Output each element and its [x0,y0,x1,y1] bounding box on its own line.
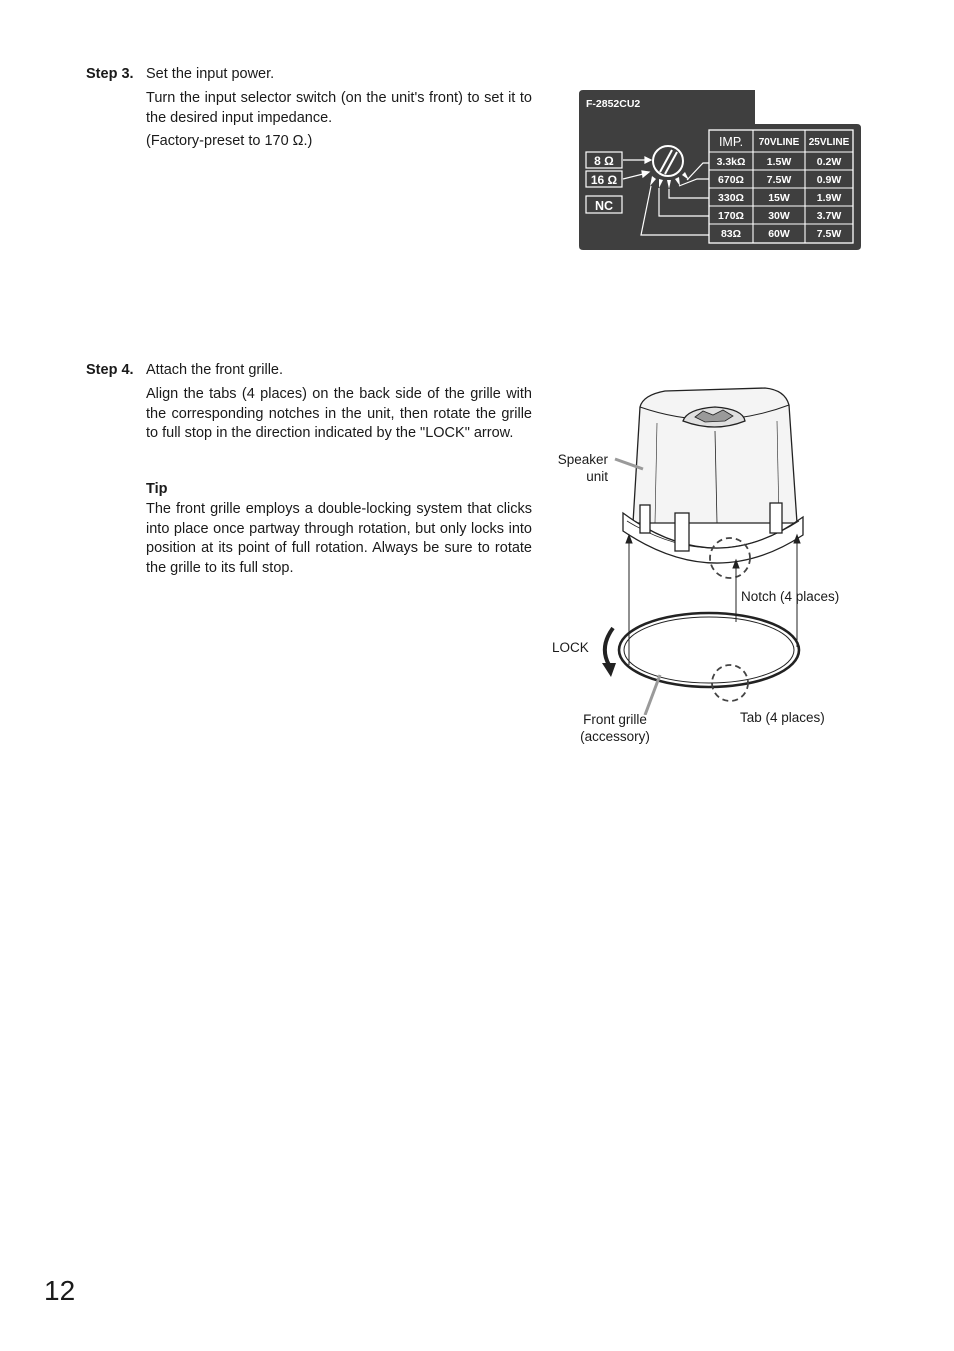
step3-label: Step 3. [86,66,134,82]
cell-imp-1: 3.3kΩ [716,156,746,168]
panel-model: F-2852CU2 [586,98,641,110]
step3-instruction: Turn the input selector switch (on the unit's front) to set it to the desired input impedance. [146,90,532,126]
step3-title: Set the input power. [146,66,275,82]
cell-imp-3: 330Ω [718,192,744,204]
cell-25v-3: 1.9W [816,192,842,204]
lock-arrow-icon [602,628,616,677]
step4-title: Attach the front grille. [146,362,284,378]
cell-25v-2: 0.9W [816,174,842,186]
speaker-grille-illustration [545,385,855,715]
cell-imp-5: 83Ω [720,228,742,240]
cell-70v-4: 30W [768,210,790,222]
front-grille-label-line2: (accessory) [580,729,650,744]
cell-70v-1: 1.5W [766,156,792,168]
front-grille-label-line1: Front grille [583,712,647,727]
speaker-unit-label-line1: Speaker [557,452,608,467]
speaker-unit-callout [554,451,608,485]
tip-heading: Tip [146,481,168,497]
tab-callout: Tab (4 places) [740,710,825,725]
speaker-unit-label-line2: unit [586,469,608,484]
cell-70v-2: 7.5W [766,174,792,186]
input-selector-panel [579,90,863,252]
cell-70v-3: 15W [768,192,790,204]
notch-callout: Notch (4 places) [741,589,840,604]
step3-factory-preset: (Factory-preset to 170 Ω.) [146,133,313,149]
cell-70v-5: 60W [768,228,790,240]
step4-label: Step 4. [86,362,134,378]
header-imp: IMP. [718,135,744,149]
page-number: 12 [44,1275,76,1306]
lock-callout: LOCK [552,640,589,655]
cell-25v-1: 0.2W [816,156,842,168]
tip-text: The front grille employs a double-locking system that clicks into place once partway through rotation, but only locks into position at its point of full rotation. Always be sure to rotate the grille to its full stop. [146,501,532,576]
step4-instruction: Align the tabs (4 places) on the back side of the grille with the corresponding notches in the unit, then rotate the grille to full stop in the direction indicated by the "LOCK" arrow. [146,386,532,441]
option-8-ohm: 8 Ω [594,154,614,168]
header-25vline: 25VLINE [808,137,850,148]
front-grille-callout [570,711,660,745]
cell-25v-5: 7.5W [816,228,842,240]
cell-imp-4: 170Ω [718,210,744,222]
header-70vline: 70VLINE [758,137,800,148]
cell-25v-4: 3.7W [816,210,842,222]
cell-imp-2: 670Ω [718,174,744,186]
option-nc: NC [594,199,614,213]
option-16-ohm: 16 Ω [590,173,618,187]
